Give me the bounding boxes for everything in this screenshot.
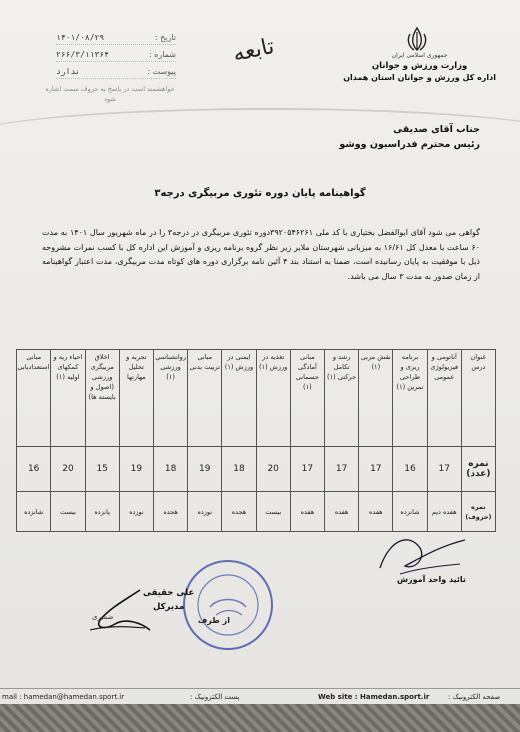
word-score-label: نمره (حروف) [461,492,495,532]
course-name-cell: نقش مربی (۱) [359,350,393,447]
on-behalf-label: از طرف [198,616,230,625]
numeric-score-row [17,447,496,492]
course-score-cell: 17 [290,447,324,492]
background-fabric [0,704,520,732]
course-name-cell: ایمنی در ورزش (۱) [222,350,256,447]
letter-meta [56,31,176,82]
course-score-words-cell: بیست [51,492,85,532]
number-value: ۲۶۶/۳/۱۱۳۶۴ [56,50,109,59]
course-score-cell: 17 [359,447,393,492]
numeric-score-label: نمره (عدد) [461,447,495,492]
course-score-cell: 20 [51,447,85,492]
reply-note: خواهشمند است در پاسخ به حروف سمت اشاره شود [45,85,175,103]
course-score-cell: 19 [119,447,153,492]
course-name-cell: مبانی آمادگی جسمانی (۱) [290,350,324,447]
word-score-row [17,492,496,532]
footer-website-label: صفحه الکترونیک : [448,693,501,701]
course-name-cell: مبانی تربیت بدنی [188,350,222,447]
iran-emblem-icon [402,24,432,54]
course-score-cell: 17 [427,447,461,492]
date-row [56,31,176,45]
course-score-words-cell: نوزده [119,492,153,532]
certificate-title: گواهینامه پایان دوره تئوری مربیگری درجه۳ [154,188,366,199]
course-score-words-cell: هفده [324,492,358,532]
course-name-cell: مبانی استعدادیابی [17,350,51,447]
addressee-name: جناب آقای صدیقی [393,124,480,135]
ministry-name: وزارت ورزش و جوانان [371,61,468,71]
ministry-header [343,52,496,82]
course-name-cell: تغذیه در ورزش (۱) [256,350,290,447]
addressee-title: رئیس محترم فدراسیون ووشو [339,139,480,150]
course-score-cell: 18 [153,447,187,492]
course-score-words-cell: پانزده [85,492,119,532]
course-name-cell: رشد و تکامل حرکتی (۱) [324,350,358,447]
number-label: شماره : [148,50,176,59]
footer-email-label: پست الکترونیک : [190,693,240,701]
course-name-cell: اخلاق مربیگری ورزشی (اصول و بایسته ها) [85,350,119,447]
course-name-cell: روانشناسی ورزشی (۱) [153,350,187,447]
on-behalf-name: ضمیری [92,613,114,621]
course-score-words-cell: هفده [359,492,393,532]
signer-title: مدیرکل [153,602,185,612]
course-score-words-cell: هجده [222,492,256,532]
addressee [339,122,480,152]
footer-email: mail : hamedan@hamedan.sport.ir [2,693,125,701]
course-score-cell: 18 [222,447,256,492]
approval-label: تائید واحد آموزش [397,575,466,584]
attachment-row [56,65,176,79]
course-name-cell: احیاء ریه و کمکهای اولیه (۱) [51,350,85,447]
course-score-cell: 15 [85,447,119,492]
course-score-words-cell: هفده دیم [427,492,461,532]
course-score-cell: 16 [393,447,427,492]
number-row [56,48,176,62]
course-header-label: عنوان درس [461,350,495,447]
date-value: ۱۴۰۱/۰۸/۲۹ [56,33,105,42]
certificate-body: گواهی می شود آقای ابوالفضل بختیاری با کد ملی ۳۹۲۰۵۴۶۲۶۱دوره تئوری مربیگری در درجه۳ را در ماه شهریور سال ۱۴۰۱ به مدت ۶۰ ساعت با معدل کل ۱۶/۶۱ به میزبانی شهرستان ملایر زیر نظر گروه برنامه ریزی و آموزش این اداره کل با کسب نمرات مشروحه ذیل با موفقیت به پایان رسانیده است، ضمنا به استناد بند ۴ آئین نامه برگزاری دوره های کوتاه مدت مربیگری، مدت اعتبار گواهینامه از زمان صدور به مدت ۳ سال می باشد. [42,228,480,281]
course-score-words-cell: هفده [290,492,324,532]
signer-block [143,586,194,614]
directorate-name: اداره کل ورزش و جوانان استان همدان [343,73,496,82]
course-score-words-cell: بیست [256,492,290,532]
course-name-cell: برنامه ریزی و طراحی تمرین (۱) [393,350,427,447]
course-score-cell: 20 [256,447,290,492]
course-score-words-cell: شانزده [17,492,51,532]
header-stamp: تابعه [230,33,277,68]
course-name-cell: تجربه و تحلیل مهارتها [119,350,153,447]
attachment-label: پیوست : [147,67,176,76]
course-score-words-cell: شانزده [393,492,427,532]
date-label: تاریخ : [154,33,176,42]
course-score-words-cell: نوزده [188,492,222,532]
course-score-cell: 19 [188,447,222,492]
republic-label: جمهوری اسلامی ایران [391,52,448,59]
attachment-value: ندارد [56,67,81,76]
course-name-cell: آناتومی و فیزیولوژی عمومی [427,350,461,447]
signer-name: علی حقیقی [143,588,195,598]
course-score-cell: 16 [17,447,51,492]
official-seal [180,557,276,653]
course-score-cell: 17 [324,447,358,492]
footer-website: Web site : Hamedan.sport.ir [318,693,430,701]
course-header-row [17,350,496,447]
course-score-words-cell: هجده [153,492,187,532]
grades-table [16,349,496,532]
